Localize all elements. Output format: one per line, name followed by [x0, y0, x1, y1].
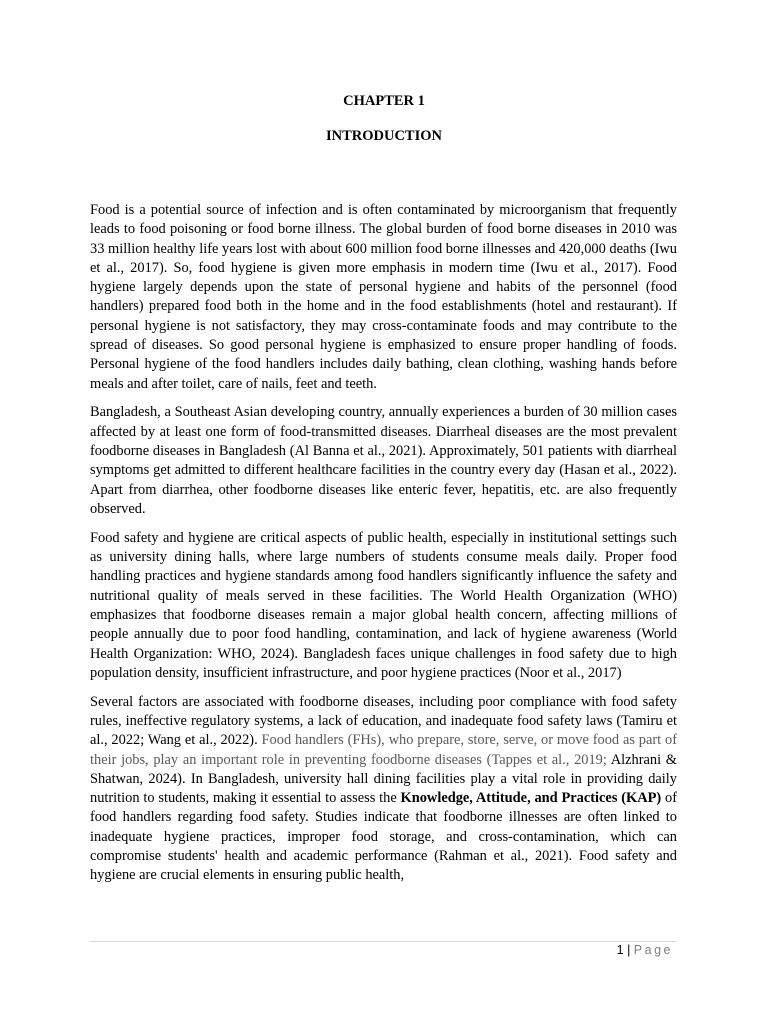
paragraph-4-gray-text: Food handlers (FHs), who prepare, store, serve, or move food as part of their jobs, play an important role in preventing foodborne diseases (Tappes et al., 2019; [90, 732, 677, 768]
paragraph-4-text-e: of food handlers regarding food safety. Studies indicate that foodborne illnesses are often linked to inadequate hygiene practices, improper food storage, and cross-contamination, which can compromise students' health and academic performance (Rahman et al., 2021). Food safety and hygiene are crucial elements in ensuring public health, [90, 790, 678, 884]
page-title: INTRODUCTION [325, 128, 442, 144]
page-label: Page [633, 943, 673, 957]
page-footer [90, 943, 673, 957]
paragraph-1: Food is a potential source of infection and is often contaminated by microorganism that frequently leads to food poisoning or food borne illness. The global burden of food borne diseases in 2010 was 33 million healthy life years lost with about 600 million food borne illnesses and 420,000 deaths (Iwu et al., 2017). So, food hygiene is given more emphasis in modern time (Iwu et al., 2017). Food hygiene largely depends upon the state of personal hygiene and habits of the personnel (food handlers) prepared food both in the home and in the food establishments (hotel and restaurant). If personal hygiene is not satisfactory, they may cross-contaminate foods and may contribute to the spread of diseases. So good personal hygiene is emphasized to ensure proper handling of foods. Personal hygiene of the food handlers includes daily bathing, clean clothing, washing hands before meals and after toilet, care of nails, feet and teeth. [90, 202, 677, 392]
chapter-label: CHAPTER 1 [343, 93, 425, 109]
paragraph-4-text-c: Alzhrani & Shatwan, 2024). In Bangladesh, university hall dining facilities play a vital role in providing daily nutrition to students, making it essential to assess the [90, 751, 678, 807]
paragraph-4 [90, 693, 677, 886]
page-number: 1 [616, 943, 624, 957]
paragraph-2: Bangladesh, a Southeast Asian developing country, annually experiences a burden of 30 million cases affected by at least one form of food-transmitted diseases. Diarrheal diseases are the most prevalent foodborne diseases in Bangladesh (Al Banna et al., 2021). Approximately, 501 patients with diarrheal symptoms get admitted to different healthcare facilities in the country every day (Hasan et al., 2022). Apart from diarrhea, other foodborne diseases like enteric fever, hepatitis, etc. are also frequently observed. [90, 404, 677, 517]
paragraph-4-text-a: Several factors are associated with foodborne diseases, including poor compliance with food safety rules, ineffective regulatory systems, a lack of education, and inadequate food safety laws (Tamiru et al., 2022; Wang et al., 2022). [90, 693, 677, 749]
paragraph-4-bold-term: Knowledge, Attitude, and Practices (KAP) [400, 790, 662, 807]
paragraph-3: Food safety and hygiene are critical aspects of public health, especially in institutional settings such as university dining halls, where large numbers of students consume meals daily. Proper food handling practices and hygiene standards among food handlers significantly influence the safety and nutritional quality of meals served in these facilities. The World Health Organization (WHO) emphasizes that foodborne diseases remain a major global health concern, affecting millions of people annually due to poor food handling, contamination, and lack of hygiene awareness (World Health Organization: WHO, 2024). Bangladesh faces unique challenges in food safety due to high population density, insufficient infrastructure, and poor hygiene practices (Noor et al., 2017) [90, 529, 677, 681]
body-text [90, 201, 677, 895]
footer-separator: | [627, 943, 631, 957]
footer-divider [90, 941, 677, 942]
